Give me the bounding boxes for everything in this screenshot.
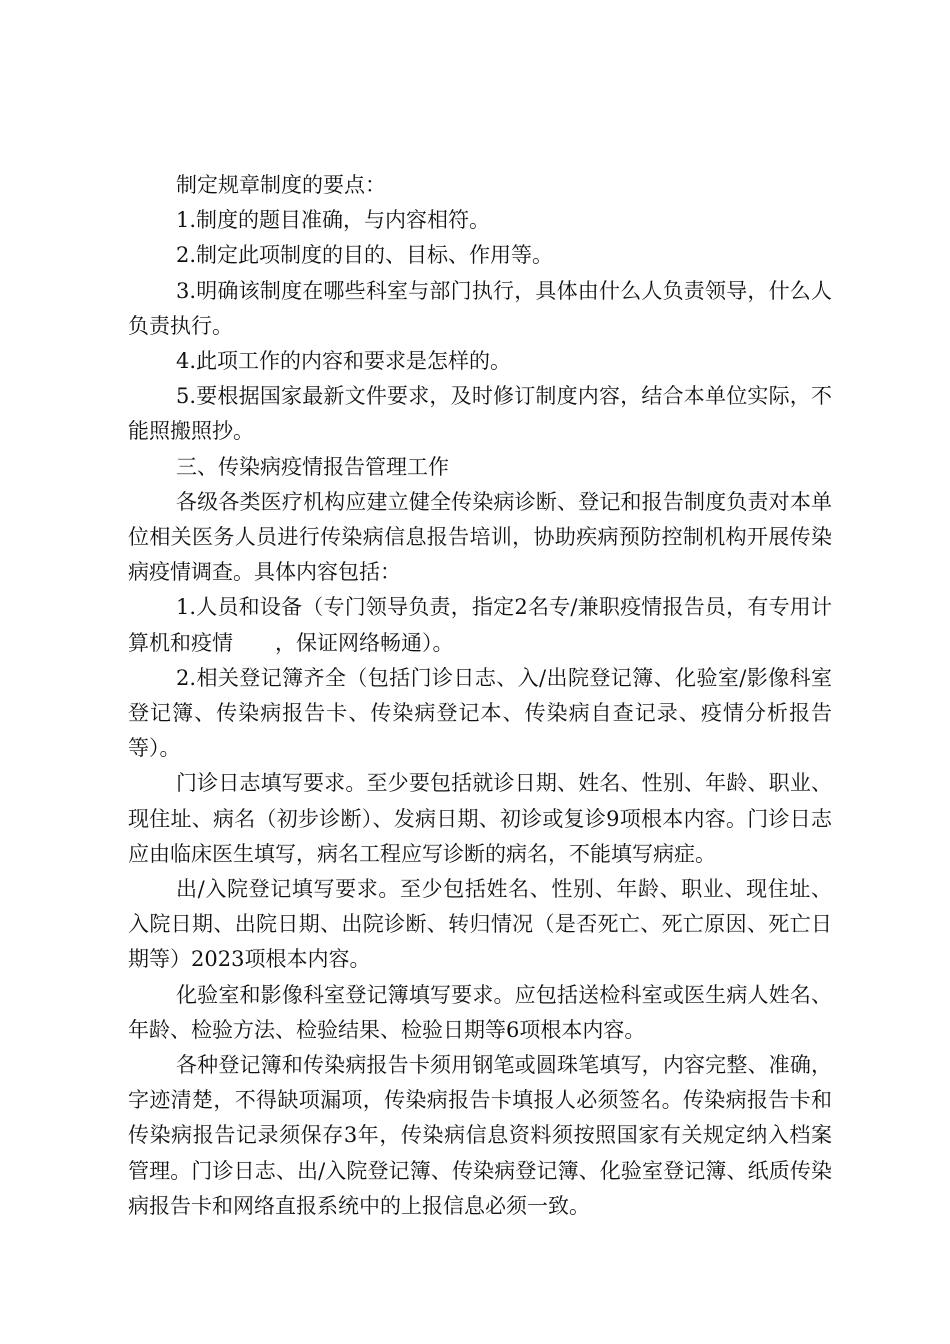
intro-title: 制定规章制度的要点： [176, 173, 386, 197]
point-3: 3.明确该制度在哪些科室与部门执行，具体由什么人负责领导，什么人负责执行。 [128, 278, 832, 338]
point-2: 2.制定此项制度的目的、目标、作用等。 [176, 243, 554, 268]
paragraph-report-card-rules: 各种登记簿和传染病报告卡须用钢笔或圆珠笔填写，内容完整、准确，字迹清楚，不得缺项漏项，传染病报告卡填报人必须签名。传染病报告卡和传染病报告记录须保存3年，传染病信息资料须按照国家有关规定纳入档案管理。门诊日志、出/入院登记簿、传染病登记簿、化验室登记簿、纸质传染病报告卡和网络直报系统中的上报信息必须一致。 [128, 1053, 832, 1218]
section-item-1: 1.人员和设备（专门领导负责，指定2名专/兼职疫情报告员，有专用计算机和疫情 ，保证网络畅通）。 [128, 595, 832, 655]
point-5: 5.要根据国家最新文件要求，及时修订制度内容，结合本单位实际，不能照搬照抄。 [128, 384, 832, 444]
section-intro: 各级各类医疗机构应建立健全传染病诊断、登记和报告制度负责对本单位相关医务人员进行传染病信息报告培训，协助疾病预防控制机构开展传染病疫情调查。具体内容包括： [128, 489, 832, 585]
paragraph-lab-register: 化验室和影像科室登记簿填写要求。应包括送检科室或医生病人姓名、年龄、检验方法、检验结果、检验日期等6项根本内容。 [128, 982, 832, 1042]
paragraph-admission-register: 出/入院登记填写要求。至少包括姓名、性别、年龄、职业、现住址、入院日期、出院日期、出院诊断、转归情况（是否死亡、死亡原因、死亡日期等）2023项根本内容。 [128, 877, 832, 972]
section-heading: 三、传染病疫情报告管理工作 [176, 454, 449, 479]
section-item-2: 2.相关登记簿齐全（包括门诊日志、入/出院登记簿、化验室/影像科室登记簿、传染病报告卡、传染病登记本、传染病自查记录、疫情分析报告等）。 [128, 665, 832, 761]
paragraph-outpatient-log: 门诊日志填写要求。至少要包括就诊日期、姓名、性别、年龄、职业、现住址、病名（初步诊断）、发病日期、初诊或复诊9项根本内容。门诊日志应由临床医生填写，病名工程应写诊断的病名，不能填写病症。 [128, 771, 832, 866]
document-body [128, 168, 832, 1224]
point-4: 4.此项工作的内容和要求是怎样的。 [176, 349, 512, 374]
point-1: 1.制度的题目准确，与内容相符。 [176, 208, 491, 233]
